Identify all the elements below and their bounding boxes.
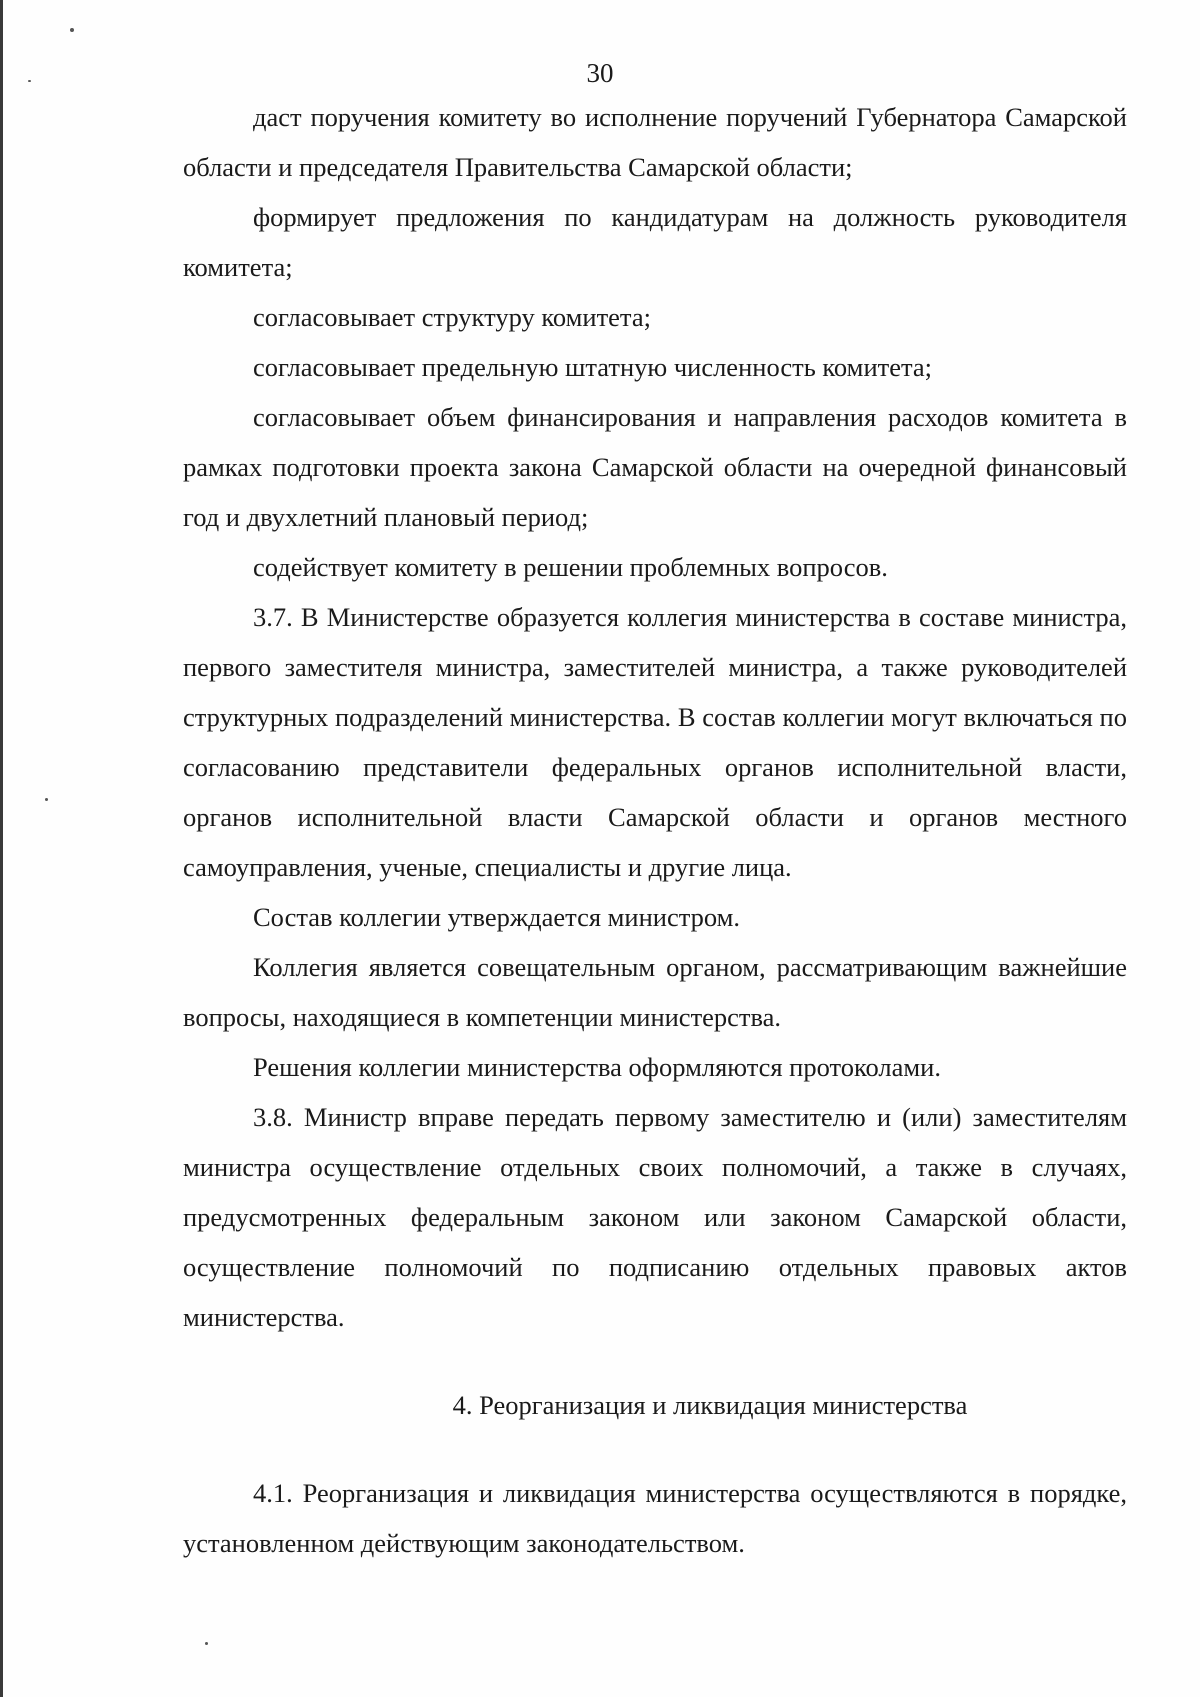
paragraph: 3.7. В Министерстве образуется коллегия министерства в составе министра, первого заместителя министра, заместителей министра, а также руководителей структурных подразделений министерства. В состав коллегии могут включаться по согласованию представители федеральных органов исполнительной власти, органов исполнительной власти Самарской области и органов местного самоуправления, ученые, специалисты и другие лица. xyxy=(183,602,1127,882)
scan-speck xyxy=(205,1642,208,1645)
paragraph: 3.8. Министр вправе передать первому заместителю и (или) заместителям министра осуществление отдельных своих полномочий, а также в случаях, предусмотренных федеральным законом или законом Самарской области, осуществление полномочий по подписанию отдельных правовых актов министерства. xyxy=(183,1102,1127,1332)
paragraph: Коллегия является совещательным органом, рассматривающим важнейшие вопросы, находящиеся в компетенции министерства. xyxy=(183,952,1127,1032)
paragraph: 4.1. Реорганизация и ликвидация министерства осуществляются в порядке, установленном действующим законодательством. xyxy=(183,1478,1127,1558)
document-body xyxy=(183,92,1127,1568)
paragraph: Состав коллегии утверждается министром. xyxy=(253,902,741,932)
paragraph: согласовывает предельную штатную численность комитета; xyxy=(253,352,932,382)
section-heading: 4. Реорганизация и ликвидация министерства xyxy=(452,1390,968,1420)
scan-speck xyxy=(70,28,74,32)
scan-speck xyxy=(45,798,48,801)
page-number: 30 xyxy=(586,58,614,88)
paragraph: согласовывает структуру комитета; xyxy=(253,302,651,332)
paragraph: даст поручения комитету во исполнение поручений Губернатора Самарской области и председателя Правительства Самарской области; xyxy=(183,102,1127,182)
paragraph: согласовывает объем финансирования и направления расходов комитета в рамках подготовки проекта закона Самарской области на очередной финансовый год и двухлетний плановый период; xyxy=(183,402,1127,532)
paragraph: формирует предложения по кандидатурам на должность руководителя комитета; xyxy=(183,202,1127,282)
paragraph: Решения коллегии министерства оформляются протоколами. xyxy=(253,1052,941,1082)
paragraph: содействует комитету в решении проблемных вопросов. xyxy=(253,552,888,582)
scan-left-edge xyxy=(0,0,3,1697)
